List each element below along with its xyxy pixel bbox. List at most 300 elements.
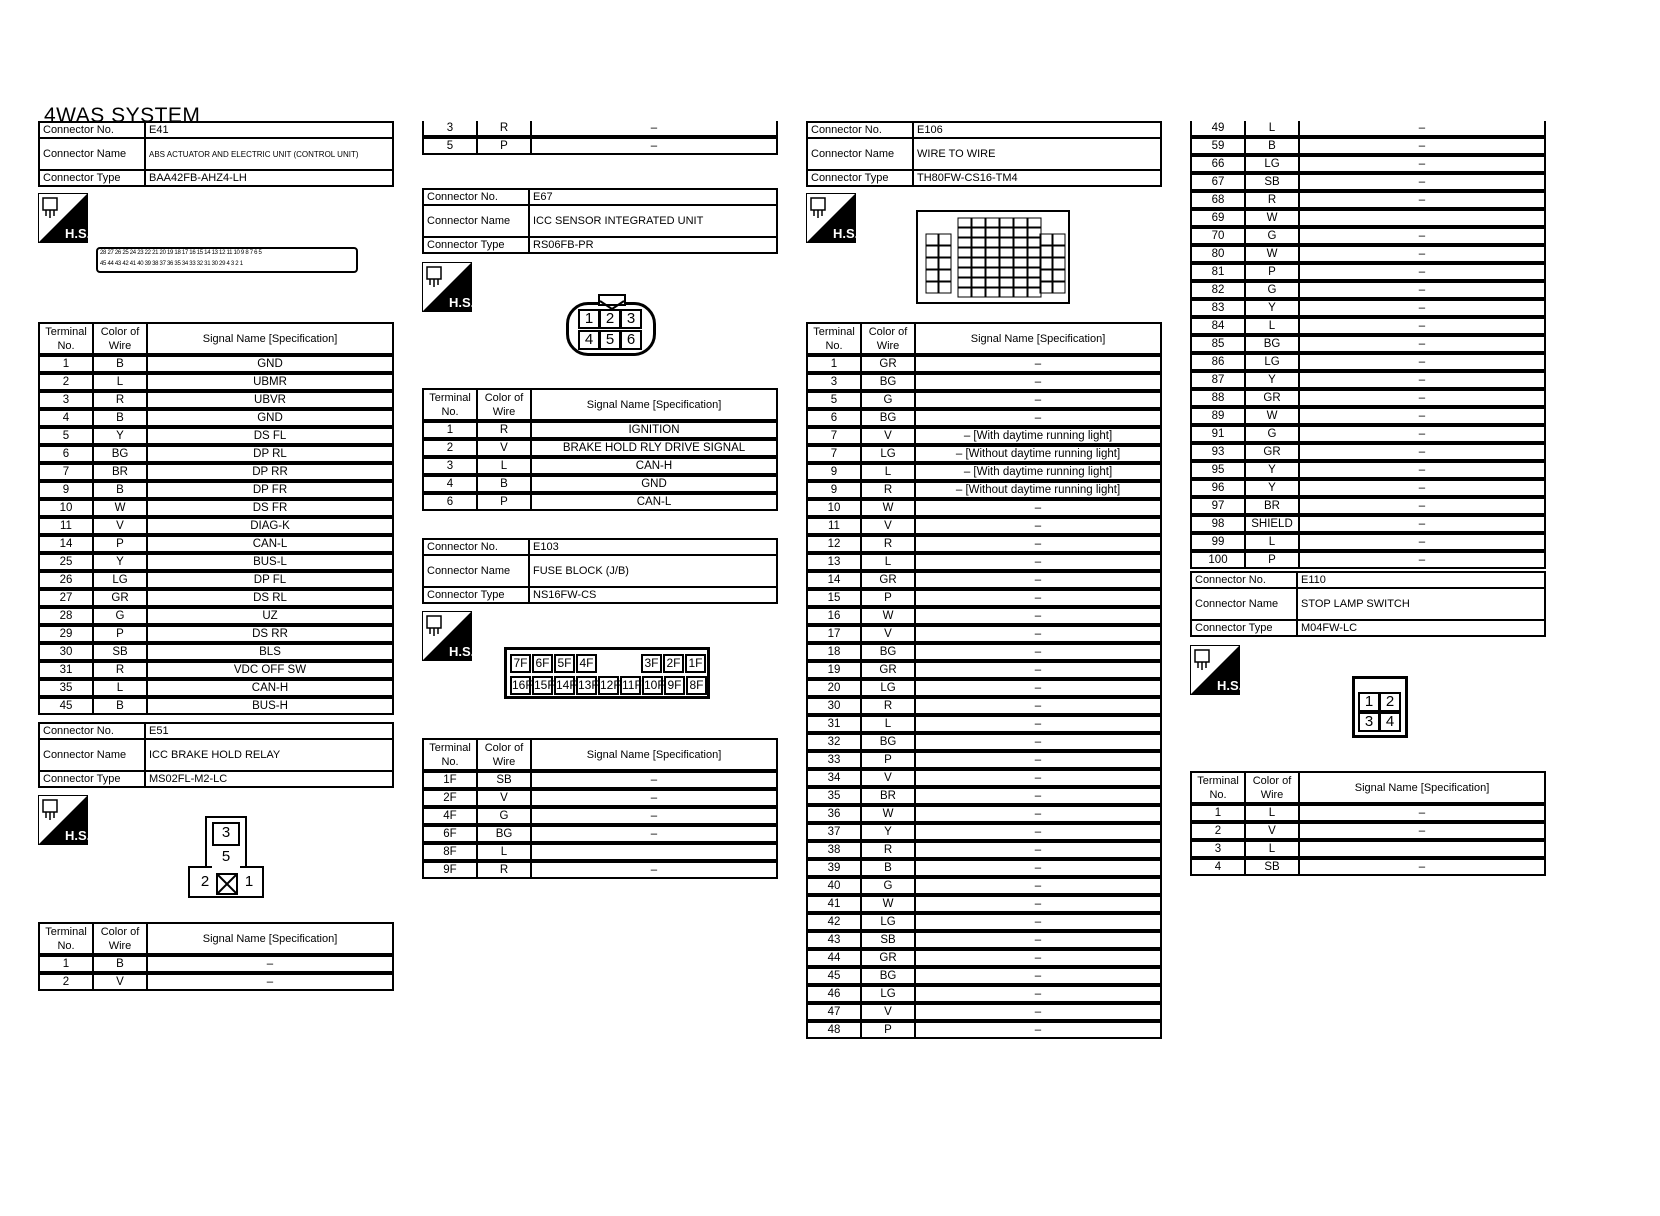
e106-cavity <box>1014 278 1027 287</box>
signal-name-cell: – <box>915 769 1161 787</box>
wire-color-cell: LG <box>93 571 147 589</box>
table-row <box>39 973 393 990</box>
wire-color-cell: P <box>477 137 531 154</box>
e51-terminal-table <box>38 922 394 991</box>
terminal-no-cell: 10 <box>39 499 93 517</box>
signal-name-header: Signal Name [Specification] <box>915 323 1161 355</box>
wire-color-cell: R <box>93 661 147 679</box>
wire-color-cell: W <box>861 499 915 517</box>
signal-name-cell: CAN-L <box>531 493 777 510</box>
signal-name-cell: – <box>915 643 1161 661</box>
table-row <box>39 373 393 391</box>
terminal-no-cell: 28 <box>39 607 93 625</box>
wire-color-cell: V <box>1245 822 1299 840</box>
wire-color-cell: LG <box>1245 155 1299 173</box>
signal-name-cell: BLS <box>147 643 393 661</box>
e51-pin: 2 <box>194 873 216 895</box>
signal-name-header: Signal Name [Specification] <box>147 923 393 955</box>
wire-color-cell: W <box>1245 209 1299 227</box>
e106-cavity <box>972 218 985 227</box>
signal-name-cell: – <box>915 823 1161 841</box>
terminal-no-cell: 1F <box>423 771 477 789</box>
terminal-no-cell: 95 <box>1191 461 1245 479</box>
terminal-no-cell: 3 <box>1191 840 1245 858</box>
signal-name-cell: – <box>1299 335 1545 353</box>
terminal-no-cell: 68 <box>1191 191 1245 209</box>
wire-color-cell: GR <box>1245 443 1299 461</box>
terminal-no-cell: 2 <box>1191 822 1245 840</box>
hs-label: H.S. <box>1217 678 1243 693</box>
e106-cavity <box>1040 258 1052 269</box>
table-row <box>807 931 1161 949</box>
signal-name-cell: – <box>915 607 1161 625</box>
terminal-no-cell: 82 <box>1191 281 1245 299</box>
e106-cavity <box>1000 288 1013 297</box>
wire-color-cell: Y <box>93 553 147 571</box>
wire-color-cell: R <box>861 841 915 859</box>
terminal-no-cell: 47 <box>807 1003 861 1021</box>
e106-cavity <box>1028 258 1041 267</box>
terminal-no-cell: 46 <box>807 985 861 1003</box>
e106-cavity <box>1028 218 1041 227</box>
e106-cavity <box>958 268 971 277</box>
e51-type: MS02FL-M2-LC <box>145 771 393 787</box>
signal-name-cell: – <box>915 895 1161 913</box>
table-row <box>423 121 777 137</box>
wire-color-cell: L <box>477 457 531 475</box>
table-row <box>39 409 393 427</box>
table-row <box>39 571 393 589</box>
e106-continued-table <box>1190 121 1546 569</box>
harness-side-icon <box>806 193 859 243</box>
terminal-no-cell: 3 <box>39 391 93 409</box>
wire-color-cell: P <box>861 751 915 769</box>
signal-name-cell: – <box>915 661 1161 679</box>
e106-cavity <box>1000 248 1013 257</box>
table-row <box>1191 858 1545 875</box>
e103-type: NS16FW-CS <box>529 587 777 603</box>
signal-name-cell: – <box>915 355 1161 373</box>
terminal-no-cell: 3 <box>423 121 477 137</box>
table-row <box>1191 263 1545 281</box>
e106-cavity <box>1028 228 1041 237</box>
table-row <box>39 463 393 481</box>
e110-pin: 2 <box>1379 692 1401 712</box>
terminal-no-cell: 80 <box>1191 245 1245 263</box>
table-row <box>807 481 1161 499</box>
wire-color-cell: G <box>861 391 915 409</box>
e41-connector-face <box>96 247 358 273</box>
e106-cavity <box>939 282 951 293</box>
e67-pin: 2 <box>599 309 621 329</box>
wire-color-cell: W <box>861 805 915 823</box>
e106-cavity <box>1014 248 1027 257</box>
label: Connector Name <box>423 555 529 587</box>
table-row <box>1191 804 1545 822</box>
wire-color-cell: R <box>477 421 531 439</box>
terminal-no-cell: 97 <box>1191 497 1245 515</box>
signal-name-cell: – <box>915 391 1161 409</box>
terminal-no-cell: 29 <box>39 625 93 643</box>
e103-terminal-table <box>422 738 778 879</box>
e106-cavity <box>986 228 999 237</box>
signal-name-cell: BUS-H <box>147 697 393 714</box>
e51-pin: 1 <box>238 873 260 895</box>
terminal-no-cell: 2 <box>423 439 477 457</box>
terminal-no-header: Terminal No. <box>423 739 477 771</box>
terminal-no-cell: 43 <box>807 931 861 949</box>
e106-header <box>806 121 1162 187</box>
terminal-no-header: Terminal No. <box>1191 772 1245 804</box>
signal-name-cell: VDC OFF SW <box>147 661 393 679</box>
terminal-no-cell: 31 <box>39 661 93 679</box>
terminal-no-cell: 40 <box>807 877 861 895</box>
e41-terminal-table <box>38 322 394 715</box>
e106-cavity <box>1014 288 1027 297</box>
e103-pin: 6F <box>532 654 553 673</box>
e106-connector-face <box>916 210 1070 304</box>
wire-color-cell: P <box>861 589 915 607</box>
hs-label: H.S. <box>65 226 91 241</box>
wire-color-cell: R <box>477 121 531 137</box>
e106-cavity <box>1000 278 1013 287</box>
terminal-no-cell: 81 <box>1191 263 1245 281</box>
signal-name-cell: – <box>1299 121 1545 137</box>
signal-name-cell: – <box>1299 461 1545 479</box>
e103-pin: 10F <box>642 676 663 695</box>
table-row <box>1191 245 1545 263</box>
terminal-no-cell: 70 <box>1191 227 1245 245</box>
wire-color-cell: R <box>1245 191 1299 209</box>
label: Connector Name <box>1191 588 1297 620</box>
e106-cavity <box>1028 238 1041 247</box>
label: Connector No. <box>423 189 529 205</box>
signal-name-cell: – <box>1299 858 1545 875</box>
table-row <box>807 589 1161 607</box>
wire-color-cell: GR <box>861 949 915 967</box>
terminal-no-cell: 17 <box>807 625 861 643</box>
e51-header <box>38 722 394 788</box>
table-row <box>423 807 777 825</box>
color-of-wire-header: Color of Wire <box>1245 772 1299 804</box>
e103-pin: 2F <box>663 654 684 673</box>
label: Connector Name <box>39 138 145 170</box>
label: Connector No. <box>423 539 529 555</box>
signal-name-cell: – <box>915 625 1161 643</box>
terminal-no-cell: 16 <box>807 607 861 625</box>
table-row <box>39 679 393 697</box>
harness-side-icon <box>422 262 475 312</box>
hs-label: H.S. <box>833 226 859 241</box>
e106-cavity <box>1053 258 1065 269</box>
label: Connector Name <box>807 138 913 170</box>
wire-color-cell: BR <box>93 463 147 481</box>
wire-color-cell: W <box>93 499 147 517</box>
wire-color-cell: B <box>93 409 147 427</box>
signal-name-cell: DS FR <box>147 499 393 517</box>
wire-color-cell: P <box>861 1021 915 1038</box>
table-row <box>807 715 1161 733</box>
e106-cavity <box>972 228 985 237</box>
signal-name-cell: – [With daytime running light] <box>915 463 1161 481</box>
table-row <box>423 493 777 510</box>
terminal-no-cell: 93 <box>1191 443 1245 461</box>
e106-cavity <box>958 278 971 287</box>
signal-name-cell: – <box>531 137 777 154</box>
signal-name-cell: – <box>915 679 1161 697</box>
e106-cavity <box>958 258 971 267</box>
signal-name-cell: – <box>147 973 393 990</box>
wire-color-cell: BG <box>861 967 915 985</box>
terminal-no-cell: 38 <box>807 841 861 859</box>
table-row <box>807 535 1161 553</box>
wire-color-cell: R <box>477 861 531 878</box>
terminal-no-cell: 5 <box>423 137 477 154</box>
wire-color-cell: L <box>861 715 915 733</box>
signal-name-cell: – <box>1299 497 1545 515</box>
color-of-wire-header: Color of Wire <box>861 323 915 355</box>
signal-name-cell: CAN-H <box>531 457 777 475</box>
table-row <box>1191 425 1545 443</box>
terminal-no-cell: 18 <box>807 643 861 661</box>
e106-terminal-table <box>806 322 1162 1039</box>
e106-cavity <box>986 268 999 277</box>
table-row <box>39 517 393 535</box>
table-row <box>807 985 1161 1003</box>
wire-color-cell: P <box>93 625 147 643</box>
e106-cavity <box>1053 234 1065 245</box>
terminal-no-cell: 12 <box>807 535 861 553</box>
table-row <box>1191 227 1545 245</box>
terminal-no-cell: 35 <box>807 787 861 805</box>
terminal-no-cell: 4F <box>423 807 477 825</box>
terminal-no-cell: 20 <box>807 679 861 697</box>
wire-color-cell: SB <box>1245 858 1299 875</box>
signal-name-cell: GND <box>531 475 777 493</box>
wire-color-cell: P <box>93 535 147 553</box>
signal-name-cell: – <box>531 807 777 825</box>
terminal-no-cell: 59 <box>1191 137 1245 155</box>
e103-pin: 15F <box>532 676 553 695</box>
signal-name-cell: – <box>915 787 1161 805</box>
terminal-no-cell: 14 <box>39 535 93 553</box>
terminal-no-cell: 6 <box>423 493 477 510</box>
wire-color-cell: LG <box>861 679 915 697</box>
terminal-no-cell: 91 <box>1191 425 1245 443</box>
e110-pin: 3 <box>1358 712 1380 732</box>
e103-pin: 16F <box>510 676 531 695</box>
table-row <box>423 457 777 475</box>
e106-cavity <box>1053 282 1065 293</box>
e106-cavity <box>1000 218 1013 227</box>
wire-color-cell: Y <box>861 823 915 841</box>
table-row <box>423 771 777 789</box>
terminal-no-cell: 11 <box>39 517 93 535</box>
label: Connector No. <box>39 122 145 138</box>
table-row <box>1191 335 1545 353</box>
signal-name-cell: DP RL <box>147 445 393 463</box>
table-row <box>39 589 393 607</box>
e67-pin: 4 <box>578 330 600 350</box>
signal-name-header: Signal Name [Specification] <box>1299 772 1545 804</box>
wire-color-cell: W <box>861 895 915 913</box>
table-row <box>807 895 1161 913</box>
table-row <box>1191 137 1545 155</box>
table-row <box>39 553 393 571</box>
table-row <box>423 475 777 493</box>
wire-color-cell: SHIELD <box>1245 515 1299 533</box>
terminal-no-cell: 89 <box>1191 407 1245 425</box>
hs-label: H.S. <box>449 644 475 659</box>
terminal-no-cell: 27 <box>39 589 93 607</box>
wire-color-cell: L <box>93 373 147 391</box>
wire-color-cell: BG <box>861 643 915 661</box>
signal-name-cell: – <box>915 589 1161 607</box>
table-row <box>807 1003 1161 1021</box>
signal-name-header: Signal Name [Specification] <box>531 389 777 421</box>
signal-name-cell: – <box>915 913 1161 931</box>
e106-cavity <box>1028 278 1041 287</box>
page-title: 4WAS SYSTEM <box>44 104 201 127</box>
e106-cavity <box>1014 228 1027 237</box>
table-row <box>807 751 1161 769</box>
wire-color-cell: LG <box>861 985 915 1003</box>
wire-color-cell: P <box>1245 263 1299 281</box>
e67-header <box>422 188 778 254</box>
e103-name: FUSE BLOCK (J/B) <box>529 555 777 587</box>
e41-pins-row2: 45 44 43 42 41 40 39 38 37 36 35 34 33 32 31 30 29 4 3 2 1 <box>100 261 243 267</box>
signal-name-cell: – [Without daytime running light] <box>915 481 1161 499</box>
e106-cavity <box>958 288 971 297</box>
signal-name-cell: – <box>1299 822 1545 840</box>
terminal-no-cell: 34 <box>807 769 861 787</box>
terminal-no-cell: 4 <box>1191 858 1245 875</box>
signal-name-cell: DS FL <box>147 427 393 445</box>
table-row <box>807 391 1161 409</box>
label: Connector No. <box>807 122 913 138</box>
signal-name-cell: – <box>1299 515 1545 533</box>
e106-cavity <box>986 278 999 287</box>
signal-name-cell: – <box>531 771 777 789</box>
wire-color-cell: LG <box>861 445 915 463</box>
e106-cavity <box>939 270 951 281</box>
e106-cavity <box>1014 258 1027 267</box>
terminal-no-cell: 88 <box>1191 389 1245 407</box>
table-row <box>1191 191 1545 209</box>
wire-color-cell: Y <box>1245 371 1299 389</box>
table-row <box>39 391 393 409</box>
signal-name-cell: DP FL <box>147 571 393 589</box>
e41-type: BAA42FB-AHZ4-LH <box>145 170 393 186</box>
terminal-no-cell: 86 <box>1191 353 1245 371</box>
e106-name: WIRE TO WIRE <box>913 138 1161 170</box>
terminal-no-cell: 11 <box>807 517 861 535</box>
wire-color-cell: GR <box>861 571 915 589</box>
e106-type: TH80FW-CS16-TM4 <box>913 170 1161 186</box>
e103-connector-face <box>504 647 710 699</box>
wire-color-cell: R <box>93 391 147 409</box>
e103-pin: 5F <box>554 654 575 673</box>
wire-color-cell: Y <box>1245 299 1299 317</box>
wire-color-cell: L <box>861 553 915 571</box>
wire-color-cell: L <box>1245 317 1299 335</box>
e106-cavity <box>972 288 985 297</box>
signal-name-cell: GND <box>147 355 393 373</box>
signal-name-cell: – <box>1299 389 1545 407</box>
wire-color-cell: B <box>93 481 147 499</box>
table-row <box>807 949 1161 967</box>
table-row <box>807 553 1161 571</box>
terminal-no-cell: 67 <box>1191 173 1245 191</box>
wire-color-cell: P <box>1245 551 1299 568</box>
table-row <box>39 355 393 373</box>
signal-name-cell: – <box>531 861 777 878</box>
table-row <box>1191 155 1545 173</box>
terminal-no-cell: 9F <box>423 861 477 878</box>
color-of-wire-header: Color of Wire <box>477 389 531 421</box>
terminal-no-cell: 7 <box>39 463 93 481</box>
e106-cavity <box>972 238 985 247</box>
signal-name-cell: – <box>531 121 777 137</box>
terminal-no-cell: 2 <box>39 973 93 990</box>
terminal-no-cell: 1 <box>807 355 861 373</box>
terminal-no-cell: 1 <box>423 421 477 439</box>
e41-name: ABS ACTUATOR AND ELECTRIC UNIT (CONTROL UNIT) <box>145 138 393 170</box>
e103-pin: 1F <box>685 654 706 673</box>
signal-name-cell: UBMR <box>147 373 393 391</box>
table-row <box>39 427 393 445</box>
wire-color-cell: Y <box>1245 479 1299 497</box>
terminal-no-cell: 1 <box>39 955 93 973</box>
terminal-no-cell: 45 <box>807 967 861 985</box>
signal-name-cell: – <box>915 1003 1161 1021</box>
table-row <box>1191 533 1545 551</box>
signal-name-cell: DS RL <box>147 589 393 607</box>
table-row <box>423 825 777 843</box>
terminal-no-cell: 83 <box>1191 299 1245 317</box>
table-row <box>1191 497 1545 515</box>
terminal-no-cell: 99 <box>1191 533 1245 551</box>
signal-name-cell: – <box>1299 191 1545 209</box>
e110-name: STOP LAMP SWITCH <box>1297 588 1545 620</box>
e106-cavity <box>926 234 938 245</box>
label: Connector Type <box>39 170 145 186</box>
table-row <box>39 955 393 973</box>
label: Connector Type <box>39 771 145 787</box>
e106-cavity <box>972 268 985 277</box>
wire-color-cell: BG <box>861 733 915 751</box>
wire-color-cell: BG <box>861 373 915 391</box>
e106-cavity <box>972 248 985 257</box>
signal-name-cell: – <box>1299 479 1545 497</box>
e103-pin: 4F <box>576 654 597 673</box>
terminal-no-cell: 7 <box>807 427 861 445</box>
terminal-no-cell: 8F <box>423 843 477 861</box>
wire-color-cell: GR <box>861 355 915 373</box>
table-row <box>39 481 393 499</box>
table-row <box>1191 840 1545 858</box>
terminal-no-cell: 25 <box>39 553 93 571</box>
wire-color-cell: P <box>477 493 531 510</box>
terminal-no-cell: 37 <box>807 823 861 841</box>
table-row <box>1191 353 1545 371</box>
label: Connector No. <box>1191 572 1297 588</box>
wire-color-cell: R <box>861 535 915 553</box>
e106-cavity <box>958 238 971 247</box>
e51-cavity-x <box>216 873 238 895</box>
terminal-no-cell: 39 <box>807 859 861 877</box>
signal-name-cell: – [With daytime running light] <box>915 427 1161 445</box>
